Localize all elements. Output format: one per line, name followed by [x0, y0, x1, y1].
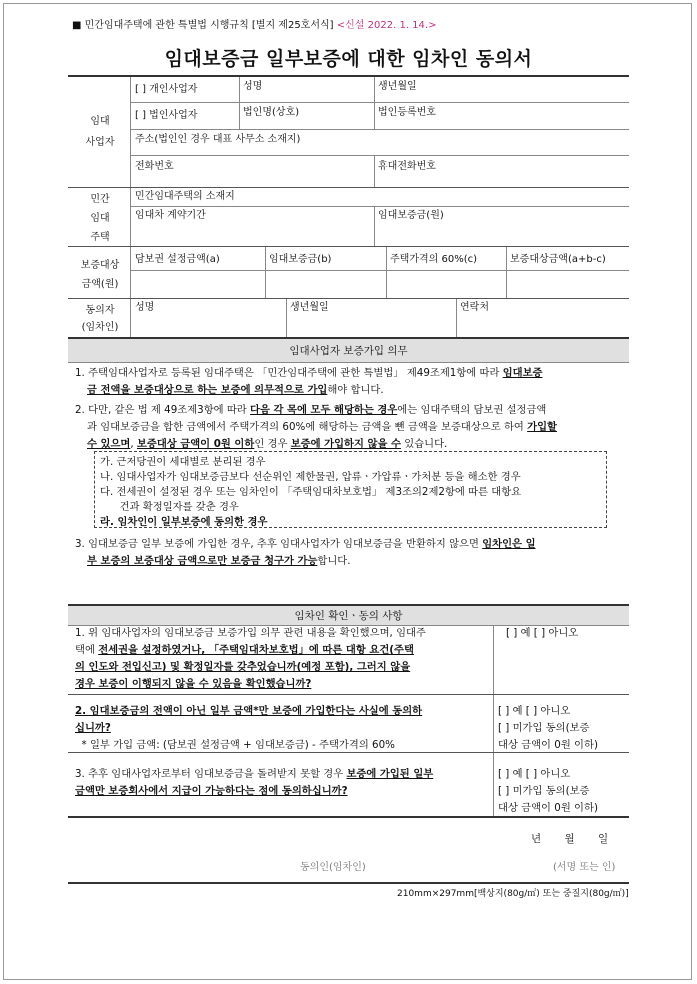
q2-yes-no-checkbox[interactable]: [ ] 예 [ ] 아니오 — [498, 705, 571, 717]
conditions-box — [94, 451, 607, 528]
mortgage-amount-header: 담보권 설정금액(a) — [135, 254, 220, 265]
duty-paragraph-2: 2. 다만, 같은 법 제 49조제3항에 따라 다음 각 목에 모두 해당하는 경우에는 임대주택의 담보권 설정금액 과 임대보증금을 합한 금액에서 주택가격의 60%에 해당하는 금액을 뺀 금액을 보증대상으로 하여 가입할 수 있으며, 보증대상 금액이 0원 이하인 경우 보증에 가입하지 않을 수 있습니다. — [75, 404, 557, 450]
paper-spec: 210mm×297mm[백상지(80g/㎡) 또는 중질지(80g/㎡)] — [397, 889, 629, 899]
house-label: 민간 임대 주택 — [90, 194, 110, 243]
corp-name-field[interactable]: 법인명(상호) — [243, 107, 300, 118]
guarantee-label: 보증대상 금액(원) — [80, 260, 120, 290]
q2-options — [498, 703, 598, 754]
deposit-amount-header: 임대보증금(b) — [269, 254, 332, 265]
consenter-name-field[interactable]: 성명 — [135, 302, 155, 313]
sixty-pct-header: 주택가격의 60%(c) — [390, 254, 478, 265]
address-field[interactable]: 주소(법인인 경우 대표 사무소 소재지) — [135, 134, 301, 145]
q1-yes-no-checkbox[interactable]: [ ] 예 [ ] 아니오 — [506, 627, 579, 639]
q2-not-joined-checkbox[interactable]: [ ] 미가입 동의(보증 — [498, 722, 590, 734]
form-reference — [72, 16, 436, 31]
duty-section-title: 임대사업자 보증가입 의무 — [68, 337, 629, 363]
q3-not-joined-checkbox[interactable]: [ ] 미가입 동의(보증 — [498, 785, 590, 797]
consenter-label: 동의자 (임차인) — [81, 305, 119, 333]
corp-reg-field[interactable]: 법인등록번호 — [378, 107, 436, 118]
q3-options — [498, 766, 598, 817]
signer-label: 동의인(임차인) — [300, 862, 366, 873]
phone-field[interactable]: 전화번호 — [135, 161, 174, 172]
form-ref-text: ■ 민간임대주택에 관한 특별법 시행규칙 [별지 제25호서식] — [72, 20, 334, 31]
house-location-field[interactable]: 민간임대주택의 소재지 — [135, 191, 235, 202]
condition-item: 가. 근저당권이 세대별로 분리된 경우 — [100, 456, 266, 468]
individual-checkbox[interactable]: [ ] 개인사업자 — [135, 84, 198, 95]
question-1: 1. 위 임대사업자의 임대보증금 보증가입 의무 관련 내용을 확인했으며, 임대주 택에 전세권을 설정하였거나, 「주택임대차보호법」에 따른 대항 요건(주택 의 인도와 전입신고) 및 확정일자를 갖추었습니까(예정 포함), 그러지 않을 경우 보증이 이행되지 않을 수 있음을 확인했습니까? — [75, 627, 426, 690]
revision-text: <신설 2022. 1. 14.> — [336, 20, 437, 31]
consenter-contact-field[interactable]: 연락처 — [460, 302, 489, 313]
footer-rule — [68, 882, 629, 884]
mobile-field[interactable]: 휴대전화번호 — [378, 161, 436, 172]
top-rule — [68, 75, 629, 77]
confirm-section-title: 임차인 확인ㆍ동의 사항 — [68, 604, 629, 626]
question-3: 3. 추후 임대사업자로부터 임대보증금을 돌려받지 못할 경우 보증에 가입된 일부 금액만 보증회사에서 지급이 가능하다는 점에 동의하십니까? — [75, 768, 434, 797]
target-amount-header: 보증대상금액(a+b-c) — [510, 254, 606, 265]
condition-item: 라. 임차인이 일부보증에 동의한 경우 — [100, 516, 268, 528]
condition-item: 나. 임대사업자가 임대보증금보다 선순위인 제한물권, 압류ㆍ가압류ㆍ가처분 등을 해소한 경우 — [100, 471, 521, 483]
house-deposit-field[interactable]: 임대보증금(원) — [378, 210, 444, 221]
condition-item: 다. 전세권이 설정된 경우 또는 임차인이 「주택임대차보호법」 제3조의2제2항에 따른 대항요 — [100, 486, 522, 498]
question-2: 2. 임대보증금의 전액이 아닌 일부 금액*만 보증에 가입한다는 사실에 동의하 십니까? * 일부 가입 금액: (담보권 설정금액 + 임대보증금) - 주택가격의 60% — [75, 705, 423, 751]
q2-not-joined-note: 대상 금액이 0원 이하) — [498, 739, 598, 751]
duty-paragraph-3: 3. 임대보증금 일부 보증에 가입한 경우, 추후 임대사업자가 임대보증금을 반환하지 않으면 임차인은 일 부 보증의 보증대상 금액으로만 보증금 청구가 가능합니다. — [75, 538, 536, 567]
date-field[interactable]: 년 월 일 — [531, 833, 609, 845]
lease-period-field[interactable]: 임대차 계약기간 — [135, 210, 206, 221]
duty-paragraph-1: 1. 주택임대사업자로 등록된 임대주택은 「민간임대주택에 관한 특별법」 제49조제1항에 따라 임대보증 금 전액을 보증대상으로 하는 보증에 의무적으로 가입해야 합니다. — [75, 367, 543, 396]
landlord-name-field[interactable]: 성명 — [243, 81, 263, 92]
corporate-checkbox[interactable]: [ ] 법인사업자 — [135, 110, 198, 121]
consenter-birth-field[interactable]: 생년월일 — [290, 302, 329, 313]
landlord-label: 임대 사업자 — [85, 116, 115, 148]
q3-yes-no-checkbox[interactable]: [ ] 예 [ ] 아니오 — [498, 768, 571, 780]
signature-field[interactable]: (서명 또는 인) — [553, 862, 616, 873]
landlord-birth-field[interactable]: 생년월일 — [378, 81, 417, 92]
condition-item: 건과 확정일자를 갖춘 경우 — [100, 501, 239, 513]
page-title: 임대보증금 일부보증에 대한 임차인 동의서 — [164, 48, 533, 70]
q3-not-joined-note: 대상 금액이 0원 이하) — [498, 802, 598, 814]
